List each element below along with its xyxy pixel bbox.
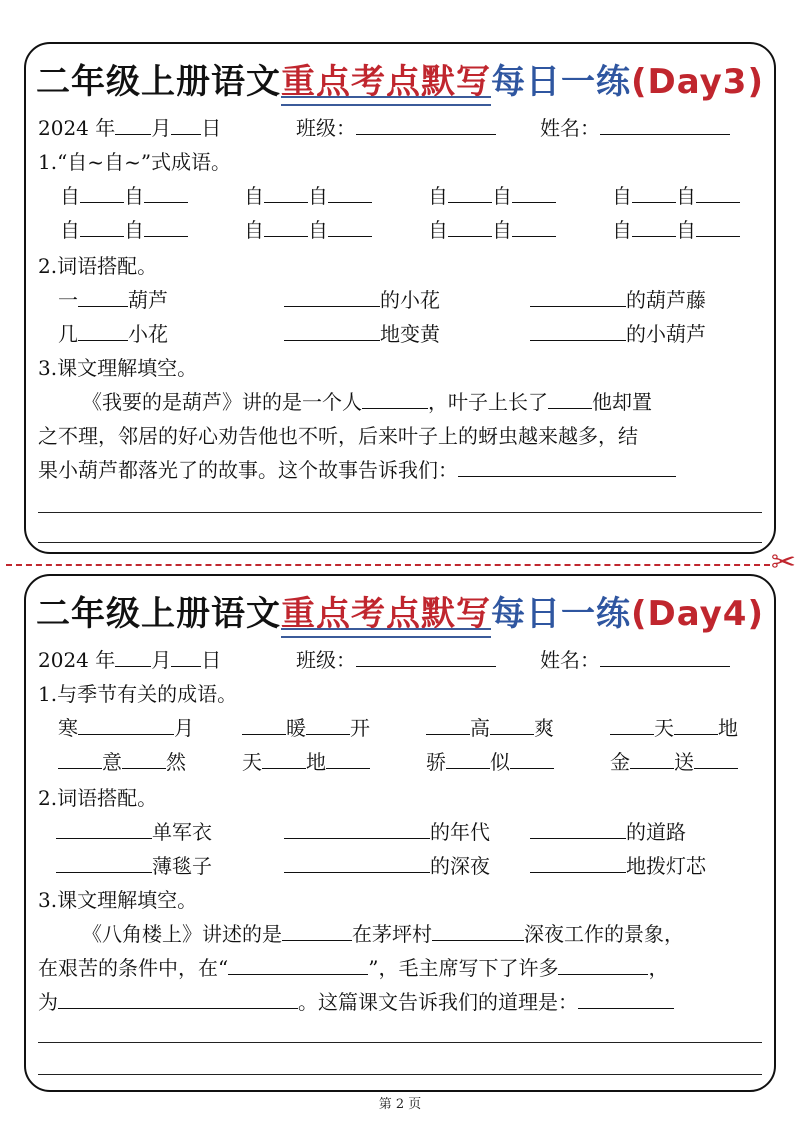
question-2-title: 2.词语搭配。 — [38, 254, 158, 278]
class-label: 班级： — [296, 116, 356, 140]
idiom-item: 意 然 — [58, 746, 186, 775]
idiom-item: 骄 似 — [426, 746, 554, 775]
idiom-item: 寒 月 — [58, 716, 194, 740]
month-blank[interactable] — [115, 116, 151, 135]
name-blank[interactable] — [600, 116, 730, 135]
answer-line[interactable] — [38, 512, 762, 513]
day-blank[interactable] — [171, 648, 201, 667]
passage-line-2: 之不理，邻居的好心劝告他也不听，后来叶子上的蚜虫越来越多，结 — [38, 424, 638, 448]
match-item: 地变黄 — [284, 318, 440, 347]
day-label: 日 — [201, 116, 222, 140]
title-part-subject: 二年级上册语文 — [35, 594, 281, 634]
passage-line-3: 为 。这篇课文告诉我们的道理是： — [38, 986, 674, 1015]
question-1-title: 1.与季节有关的成语。 — [38, 682, 238, 706]
card-title — [26, 586, 774, 635]
cut-line — [6, 564, 770, 566]
answer-line[interactable] — [38, 1042, 762, 1043]
match-item: 几 小花 — [58, 322, 168, 346]
title-part-daily: 每日一练 — [490, 594, 631, 634]
idiom-item: 天 地 — [242, 746, 370, 775]
title-part-daily: 每日一练 — [490, 62, 631, 102]
idiom-item: 自 自 — [428, 214, 556, 243]
question-1-title: 1.“自~自~”式成语。 — [38, 150, 232, 174]
answer-line[interactable] — [38, 1074, 762, 1075]
match-item: 薄毯子 — [56, 850, 212, 879]
title-part-subject: 二年级上册语文 — [35, 62, 281, 102]
month-label: 月 — [151, 116, 172, 140]
idiom-item: 金 送 — [610, 746, 738, 775]
day-blank[interactable] — [171, 116, 201, 135]
passage-line-1: 《我要的是葫芦》讲的是一个人 ，叶子上长了 他却置 — [82, 390, 652, 414]
idiom-item: 高 爽 — [426, 712, 554, 741]
name-field — [540, 112, 730, 141]
match-item: 地拨灯芯 — [530, 850, 706, 879]
date-line — [38, 112, 221, 141]
worksheet-card-day3 — [24, 42, 776, 554]
month-label: 月 — [151, 648, 172, 672]
match-item: 的小葫芦 — [530, 318, 706, 347]
idiom-item: 自 自 — [60, 214, 188, 243]
match-item: 的小花 — [284, 284, 440, 313]
match-item: 的年代 — [284, 816, 490, 845]
year-label: 2024 年 — [38, 116, 116, 140]
class-field — [296, 112, 496, 141]
name-field — [540, 644, 730, 673]
day-label: 日 — [201, 648, 222, 672]
year-label: 2024 年 — [38, 648, 116, 672]
name-label: 姓名： — [540, 116, 600, 140]
question-3-title: 3.课文理解填空。 — [38, 356, 198, 380]
name-label: 姓名： — [540, 648, 600, 672]
passage-line-1: 《八角楼上》讲述的是 在茅坪村 深夜工作的景象， — [82, 922, 684, 946]
title-part-focus: 重点考点默写 — [281, 586, 491, 635]
month-blank[interactable] — [115, 648, 151, 667]
title-part-focus: 重点考点默写 — [281, 54, 491, 103]
name-blank[interactable] — [600, 648, 730, 667]
idiom-item: 自 自 — [612, 180, 740, 209]
title-part-day: (Day4) — [630, 594, 765, 634]
class-label: 班级： — [296, 648, 356, 672]
scissors-icon: ✂ — [770, 545, 796, 580]
idiom-item: 自 自 — [428, 180, 556, 209]
idiom-item: 自 自 — [244, 180, 372, 209]
idiom-item: 自 自 — [244, 214, 372, 243]
class-field — [296, 644, 496, 673]
class-blank[interactable] — [356, 648, 496, 667]
match-item: 的深夜 — [284, 850, 490, 879]
class-blank[interactable] — [356, 116, 496, 135]
passage-line-2: 在艰苦的条件中，在“ ”，毛主席写下了许多 ， — [38, 956, 669, 980]
question-3-title: 3.课文理解填空。 — [38, 888, 198, 912]
idiom-item: 自 自 — [60, 180, 188, 209]
match-item: 单军衣 — [56, 816, 212, 845]
idiom-item: 自 自 — [612, 214, 740, 243]
passage-line-3: 果小葫芦都落光了的故事。这个故事告诉我们： — [38, 454, 676, 483]
title-part-day: (Day3) — [630, 62, 765, 102]
match-item: 一 葫芦 — [58, 288, 168, 312]
worksheet-card-day4 — [24, 574, 776, 1092]
card-title — [26, 54, 774, 103]
date-line — [38, 644, 221, 673]
idiom-item: 天 地 — [610, 712, 738, 741]
match-item: 的葫芦藤 — [530, 284, 706, 313]
page-number: 第 2 页 — [378, 1097, 422, 1112]
match-item: 的道路 — [530, 816, 686, 845]
idiom-item: 暖 开 — [242, 712, 370, 741]
question-2-title: 2.词语搭配。 — [38, 786, 158, 810]
answer-line[interactable] — [38, 542, 762, 543]
